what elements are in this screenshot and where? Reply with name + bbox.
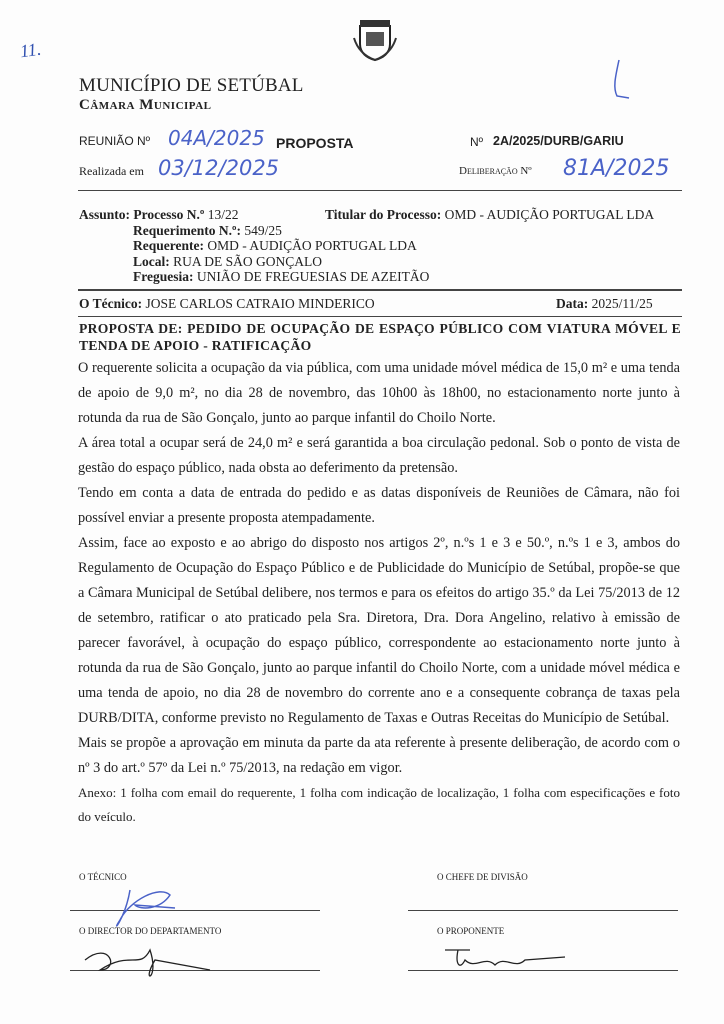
tecnico-label: O Técnico: — [79, 296, 143, 311]
deliberacao-value: 81A/2025 — [563, 156, 670, 181]
freguesia-value: UNIÃO DE FREGUESIAS DE AZEITÃO — [196, 269, 430, 284]
margin-note: 11. — [18, 38, 43, 62]
numero-label: Nº — [470, 135, 484, 149]
assunto-label: Assunto: — [79, 207, 131, 222]
realizada-value: 03/12/2025 — [158, 156, 280, 180]
freguesia-label: Freguesia: — [133, 269, 194, 284]
signature-proponente — [440, 945, 570, 975]
date-value: 2025/11/25 — [591, 296, 653, 311]
requerimento-label: Requerimento N.º: — [133, 222, 241, 238]
tecnico-line — [79, 296, 375, 312]
paragraph: A área total a ocupar será de 24,0 m² e será garantida a boa circulação pedonal. Sob o ponto de vista de gestão do espaço público, nada obsta ao deferimento da pretensão. — [78, 435, 680, 476]
processo-value: 13/22 — [207, 207, 239, 222]
divider — [78, 289, 682, 291]
local-value: RUA DE SÃO GONÇALO — [173, 253, 323, 269]
handwritten-mark — [605, 58, 635, 103]
local-label: Local: — [133, 253, 170, 269]
deliberacao-label: Deliberação Nº — [459, 165, 532, 177]
titular-value: OMD - AUDIÇÃO PORTUGAL LDA — [444, 207, 655, 222]
signature-director — [80, 940, 220, 980]
sig-label-tecnico: O TÉCNICO — [79, 872, 127, 882]
reuniao-label: REUNIÃO Nº — [79, 134, 151, 148]
processo-label: Processo N.º — [133, 207, 205, 222]
sig-label-director: O DIRECTOR DO DEPARTAMENTO — [79, 926, 222, 936]
date-line — [556, 296, 653, 312]
tecnico-value: JOSE CARLOS CATRAIO MINDERICO — [145, 296, 375, 311]
proposal-body — [78, 356, 680, 829]
chamber-name: Câmara Municipal — [79, 97, 212, 113]
sig-label-chefe: O CHEFE DE DIVISÃO — [437, 872, 528, 882]
requerimento-value: 549/25 — [244, 222, 282, 238]
sig-label-proponente: O PROPONENTE — [437, 926, 505, 936]
requerente-value: OMD - AUDIÇÃO PORTUGAL LDA — [207, 238, 417, 253]
paragraph: O requerente solicita a ocupação da via pública, com uma unidade móvel médica de 15,0 m² e uma tenda de apoio de 9,0 m², no dia 28 de novembro, das 10h00 às 18h00, no estacionamento norte junto à rotunda da rua de São Gonçalo, junto ao parque infantil do Choilo Norte. — [78, 360, 680, 426]
annex: Anexo: 1 folha com email do requerente, 1 folha com indicação de localização, 1 folha com especificações e foto do veículo. — [78, 785, 680, 824]
requerente-label: Requerente: — [133, 238, 204, 253]
paragraph: Mais se propõe a aprovação em minuta da parte da ata referente à presente deliberação, de acordo com o nº 3 do art.º 57º da Lei n.º 75/2013, na redação em vigor. — [78, 735, 680, 776]
paragraph: Tendo em conta a data de entrada do pedido e as datas disponíveis de Reuniões de Câmara, não foi possível enviar a presente proposta atempadamente. — [78, 485, 680, 526]
proposta-number: 2A/2025/DURB/GARIU — [493, 134, 624, 148]
reuniao-value: 04A/2025 — [168, 126, 265, 150]
realizada-label: Realizada em — [79, 164, 144, 178]
signature-tecnico — [100, 880, 190, 940]
paragraph: Assim, face ao exposto e ao abrigo do disposto nos artigos 2º, n.ºs 1 e 3 e 50.º, n.ºs 1 e 3, ambos do Regulamento de Ocupação do Espaço Público e de Publicidade do Município de Setúbal, propõe-se que a Câmara Municipal de Setúbal delibere, nos termos e para os efeitos do artigo 35.º da Lei 75/2013 de 12 de setembro, ratificar o ato praticado pela Sra. Diretora, Dra. Dora Angelino, relativo à emissão de parecer favorável, à ocupação do espaço público, correspondente ao estacionamento norte junto à rotunda da rua de São Gonçalo, junto ao parque infantil do Choilo Norte, com a unidade móvel médica e uma tenda de apoio, no dia 28 de novembro do corrente ano e a consequente cobrança de taxas pela DURB/DITA, conforme previsto no Regulamento de Taxas e Outras Receitas do Município de Setúbal. — [78, 535, 680, 726]
municipal-crest-icon — [352, 18, 398, 62]
divider — [78, 190, 682, 191]
titular — [325, 207, 654, 223]
divider — [78, 316, 682, 317]
signature-line — [408, 910, 678, 911]
proposal-title: PROPOSTA DE: PEDIDO DE OCUPAÇÃO DE ESPAÇO PÚBLICO COM VIATURA MÓVEL E TENDA DE APOIO - RATIFICAÇÃO — [79, 321, 681, 353]
date-label: Data: — [556, 296, 589, 311]
proposta-label: PROPOSTA — [276, 135, 354, 151]
municipality-name: MUNICÍPIO DE SETÚBAL — [79, 75, 304, 96]
titular-label: Titular do Processo: — [325, 207, 442, 222]
